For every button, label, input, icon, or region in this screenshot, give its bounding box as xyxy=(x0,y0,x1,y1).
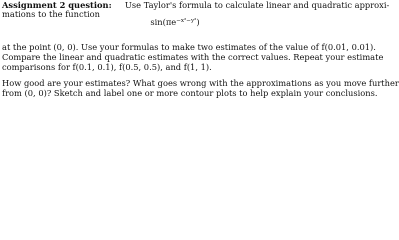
paragraph1-line2: Compare the linear and quadratic estimates with the correct values. Repeat your estimate xyxy=(2,52,384,62)
intro-line-2: mations to the function xyxy=(2,9,100,19)
paragraph1-line1: at the point (0, 0). Use your formulas to make two estimates of the value of f(0.01, 0.01). xyxy=(2,42,376,52)
formula-open: (πe xyxy=(162,17,177,27)
paragraph2-line2: from (0, 0)? Sketch and label one or more contour plots to help explain your conclusions. xyxy=(2,88,378,98)
formula-close: ) xyxy=(196,17,200,27)
assignment-question xyxy=(0,0,399,103)
formula-fn: sin xyxy=(150,17,163,27)
paragraph1-line3: comparisons for f(0.1, 0.1), f(0.5, 0.5), and f(1, 1). xyxy=(2,62,212,72)
paragraph2-line1: How good are your estimates? What goes wrong with the approximations as you move further xyxy=(2,78,399,88)
question-heading: Assignment 2 question: xyxy=(2,0,112,10)
function-formula xyxy=(0,17,350,27)
formula-exponent: −x²−y² xyxy=(176,18,197,24)
intro-text: Use Taylor's formula to calculate linear and quadratic approxi- xyxy=(124,0,390,10)
